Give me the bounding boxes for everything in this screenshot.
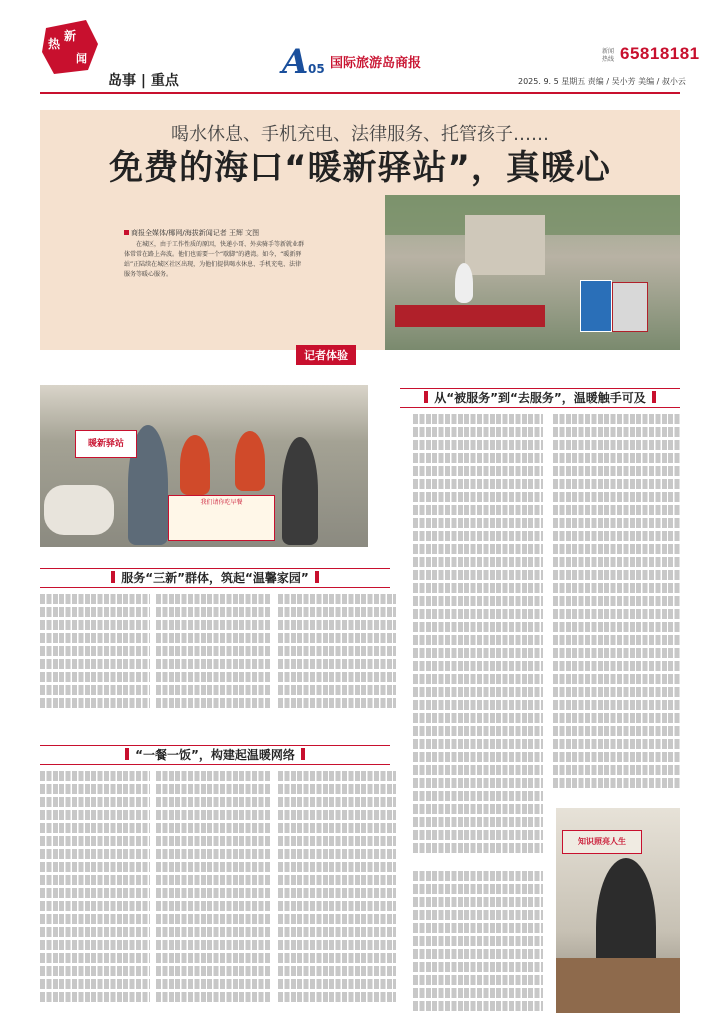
article-column xyxy=(278,771,396,1021)
article-column xyxy=(156,771,271,1021)
station-sign: 暖新驿站 xyxy=(75,430,137,458)
byline: 商报全媒体/椰网/海拔新闻记者 王辉 文图 xyxy=(124,228,259,238)
page-number: 05 xyxy=(308,62,325,76)
svg-text:热: 热 xyxy=(48,37,61,51)
header-rule xyxy=(40,92,680,94)
article-column xyxy=(278,594,396,719)
section-heading-1: 服务“三新”群体，筑起“温馨家园” xyxy=(40,568,390,588)
newspaper-logo-icon xyxy=(40,18,100,76)
section-name: 岛事 | 重点 xyxy=(108,73,179,89)
knowledge-sign: 知识照亮人生 xyxy=(562,830,642,854)
info-board-left xyxy=(580,280,612,332)
breakfast-table-banner: 我们请你吃早餐 xyxy=(168,495,275,541)
section-heading-3: 从“被服务”到“去服务”，温暖触手可及 xyxy=(400,388,680,408)
info-board-right xyxy=(612,282,648,332)
article-column xyxy=(553,414,680,804)
page-letter: A xyxy=(282,42,309,82)
svg-text:闻: 闻 xyxy=(76,52,87,65)
hotline-number: 65818181 xyxy=(620,44,700,63)
svg-text:新: 新 xyxy=(64,29,77,43)
section-heading-2: “一餐一饭”，构建起温暖网络 xyxy=(40,745,390,765)
article-column xyxy=(40,594,150,719)
service-booth xyxy=(395,305,545,327)
article-column xyxy=(413,414,543,864)
hero-kicker: 喝水休息、手机充电、法律服务、托管孩子…… xyxy=(171,124,549,145)
article-column xyxy=(156,594,271,719)
article-column xyxy=(413,871,543,1021)
hotline-label: 新闻热线 xyxy=(602,48,615,63)
dateline: 2025. 9. 5 星期五 责编 / 吴小芳 美编 / 叔小云 xyxy=(518,77,686,86)
publication-title: 国际旅游岛商报 xyxy=(330,56,422,71)
intro-paragraph: 在城区，由于工作性质的原因，快递小哥、外卖骑手等新就业群体常常在路上奔波。他们也需要一个“歇脚”的港湾。如今，“暖新驿站”正陆续在城区社区出现，为他们提供喝水休息、手机充电、法律服务等暖心服务。 xyxy=(124,241,305,278)
article-column xyxy=(40,771,150,1021)
hero-headline: 免费的海口“暖新驿站”，真暖心 xyxy=(109,148,611,188)
reporter-tag: 记者体验 xyxy=(296,345,356,365)
